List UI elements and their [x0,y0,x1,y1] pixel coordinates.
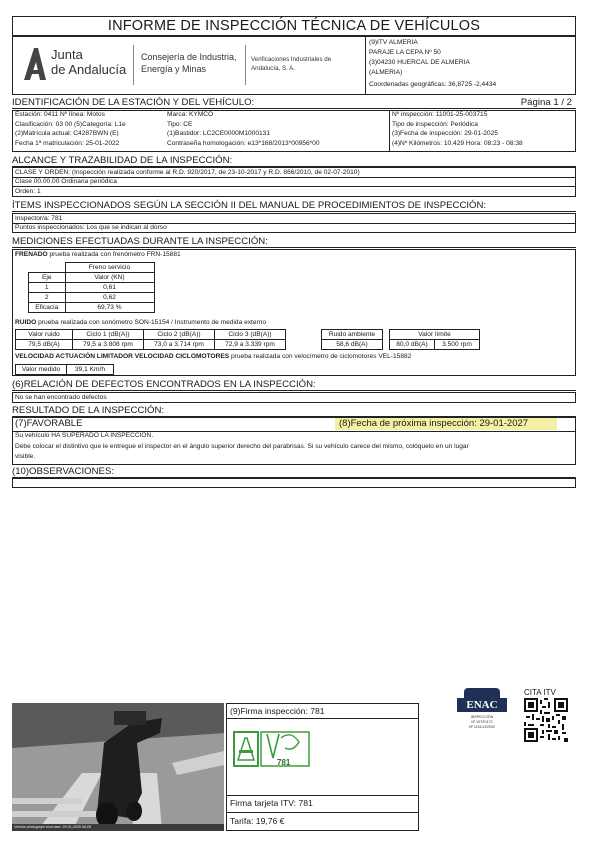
station-line-5: Coordenadas geográficas: 36,8725 -2,4434 [369,81,497,88]
table-row [29,283,155,293]
id-col-brand [167,111,320,148]
station-line-1: (9)ITV ALMERIA [369,39,418,46]
valor-limite-header: Valor límite [390,330,480,340]
freno-servicio-header: Freno servicio [65,263,154,273]
consejeria-line2: Energía y Minas [141,64,207,74]
ruido-value: 73,0 a 3.714 rpm [144,340,215,350]
title-box [12,16,576,36]
consejeria-line1: Consejería de Industria, [141,52,237,62]
identificacion-heading [12,97,576,109]
id-clasificacion: Clasificación: 03 00 (5)Categoría: L1e [15,120,126,128]
velocidad-label: VELOCIDAD ACTUACIÓN LIMITADOR VELOCIDAD CICLOMOTORES [15,353,230,360]
ruido-header: Ciclo 1 (dB(A)) [73,330,144,340]
qr-code-icon[interactable] [524,698,568,742]
enac-sub-line: INSPECCIÓN [470,715,494,719]
divider [227,795,418,796]
valor-cell: 69,73 % [65,303,154,313]
divider [133,45,134,85]
divider [365,37,366,94]
table-row [29,303,155,313]
signature-box [226,703,419,831]
verificaciones-line2: Andalucía, S. A. [251,65,296,72]
verificaciones-line1: Verificaciones Industriales de [251,56,332,63]
id-homologacion: Contraseña homologación: e13*168/2013*00956*00 [167,139,320,147]
id-matricula: (2)Matrícula actual: C4287BWN (E) [15,130,119,137]
vehicle-photo [12,703,224,831]
velocidad-text: prueba realizada con velocímetro de ciclomotores VEL-15882 [229,353,412,360]
id-col-vehicle [15,111,126,148]
id-bastidor: (1)Bastidor: LC2CE0000M1000131 [167,130,270,137]
id-estacion: Estación: 0411 Nº línea: Motos [15,111,105,118]
ruido-ambiente-table [321,329,383,350]
id-col-inspection [392,111,523,148]
id-marca: Marca: KYMCO [167,111,214,118]
mediciones-heading [12,236,576,248]
ruido-line [15,319,266,328]
ruido-ambiente-header: Ruido ambiente [322,330,383,340]
next-inspection-date: (8)Fecha de próxima inspección: 29-01-2027 [339,418,529,429]
valor-limite-value: 80,0 dB(A) [390,340,435,350]
enac-label: ENAC [457,698,507,712]
divider [389,111,390,151]
enac-sub [456,715,508,729]
frenado-label: FRENADO [15,251,48,258]
defectos-line: No se han encontrado defectos [12,392,576,403]
resultado-heading-text: RESULTADO DE LA INSPECCIÓN: [12,405,165,416]
header-box [12,36,576,95]
resultado-line1: Su vehículo HA SUPERADO LA INSPECCIÓN. [15,432,154,439]
id-tipo-inspeccion: Tipo de inspección: Periódica [392,120,478,128]
valor-cell: 0,62 [65,293,154,303]
enac-logo [456,688,508,744]
ruido-ambiente-value: 58,6 dB(A) [322,340,383,350]
resultado-status: (7)FAVORABLE [15,418,83,429]
identificacion-heading-text: IDENTIFICACIÓN DE LA ESTACIÓN Y DEL VEHÍCULO: [12,97,255,108]
resultado-line3: visible. [15,453,36,460]
items-heading [12,200,576,212]
tarifa: Tarifa: 19,76 € [230,816,285,826]
ruido-value: 79,5 a 3.808 rpm [73,340,144,350]
ruido-text: prueba realizada con sonómetro SON-15154 / Instrumento de medida externo [36,319,267,326]
ruido-label: RUIDO [15,319,37,326]
ruido-header: Ciclo 3 (dB(A)) [215,330,286,340]
observaciones-heading-text: (10)OBSERVACIONES: [12,466,115,477]
junta-line1: Junta [51,47,83,62]
itv-stamp [233,728,313,776]
resultado-box [12,417,576,465]
ruido-header: Valor ruido [16,330,73,340]
velocidad-line [15,353,411,362]
items-line: Puntos inspeccionados: Los que se indican al dorso [12,223,576,233]
frenado-text: prueba realizada con frenómetro FRN-15881 [47,251,181,258]
observaciones-heading [12,466,576,478]
ruido-value: 79,5 dB(A) [16,340,73,350]
junta-line2: de Andalucía [51,62,127,77]
alcance-line: CLASE Y ORDEN: (Inspección realizada conforme al R.D. 920/2017, de 23-10-2017 y R.D. 866/2010, de 02-07-2010) [12,167,576,178]
id-kilometros: (4)Nº Kilómetros: 10.429 Hora: 08:23 - 08:38 [392,139,523,147]
mediciones-box [12,249,576,376]
alcance-heading-text: ALCANCE Y TRAZABILIDAD DE LA INSPECCIÓN: [12,155,233,166]
resultado-line2: Debe colocar el distintivo que le entregue el inspector en el ángulo superior derecho del parabrisas. Si su vehículo carece del mismo, colóquelo en un lugar [15,443,469,450]
identificacion-box [12,110,576,152]
cita-itv-label: CITA ITV [524,688,556,697]
eje-cell: 2 [29,293,66,303]
stamp-number: 781 [277,758,291,767]
mediciones-heading-text: MEDICIONES EFECTUADAS DURANTE LA INSPECCIÓN: [12,236,268,247]
photo-caption: Vehicle photograph shot date: 29-01-2025 08:28 [14,825,91,829]
id-fecha-matriculacion: Fecha 1ª matriculación: 25-01-2022 [15,139,120,147]
valor-kn-header: Valor (KN) [65,273,154,283]
ruido-header: Ciclo 2 (dB(A)) [144,330,215,340]
divider [227,812,418,813]
valor-medido-header: Valor medido [16,365,67,375]
firma-tarjeta: Firma tarjeta ITV: 781 [230,798,313,808]
defectos-heading-text: (6)RELACIÓN DE DEFECTOS ENCONTRADOS EN LA INSPECCIÓN: [12,379,316,390]
eje-cell: Eficacia [29,303,66,313]
id-tipo: Tipo: CE [167,120,193,128]
valor-limite-table [389,329,480,350]
ruido-table [15,329,286,350]
items-line: Inspector/a: 781 [12,213,576,224]
alcance-line: Orden: 1 [12,187,576,197]
valor-limite-value: 3.500 rpm [435,340,480,350]
velocidad-table [15,364,114,375]
station-line-4: (ALMERIA) [369,69,403,76]
id-num-inspeccion: Nº inspección: 11001-25-003715 [392,111,488,118]
items-heading-text: ÍTEMS INSPECCIONADOS SEGÚN LA SECCIÓN II DEL MANUAL DE PROCEDIMIENTOS DE INSPECCIÓN: [12,200,487,211]
junta-andalucia-logo [22,46,48,82]
page-number: Página 1 / 2 [520,97,572,108]
vehicle-photo-image [12,703,224,831]
alcance-heading [12,155,576,167]
alcance-line: Clase 00.00.00 Ordinaria periódica [12,177,576,187]
frenado-line [15,251,181,260]
divider [245,45,246,85]
defectos-heading [12,379,576,391]
divider [227,718,418,719]
station-line-2: PARAJE LA CEPA Nº 50 [369,49,441,56]
ruido-value: 72,9 a 3.339 rpm [215,340,286,350]
firma-inspeccion: (9)Firma inspección: 781 [230,706,325,716]
eje-cell: 1 [29,283,66,293]
valor-medido-value: 39,1 Km/h [67,365,114,375]
enac-emblem [464,688,500,698]
enac-sub-line: Nº 107/EI172 [471,719,493,724]
resultado-heading [12,405,576,417]
eje-header: Eje [29,273,66,283]
observaciones-box [12,478,576,488]
id-fecha-inspeccion: (3)Fecha de inspección: 29-01-2025 [392,130,498,137]
report-title: INFORME DE INSPECCIÓN TÉCNICA DE VEHÍCULOS [107,18,481,34]
table-row [29,293,155,303]
frenado-table [28,262,155,313]
enac-sub-line: Nº 1151/LE2000 [468,724,496,729]
station-line-3: (3)04230 HUERCAL DE ALMERIA [369,59,470,66]
valor-cell: 0,61 [65,283,154,293]
table-row [16,340,286,350]
